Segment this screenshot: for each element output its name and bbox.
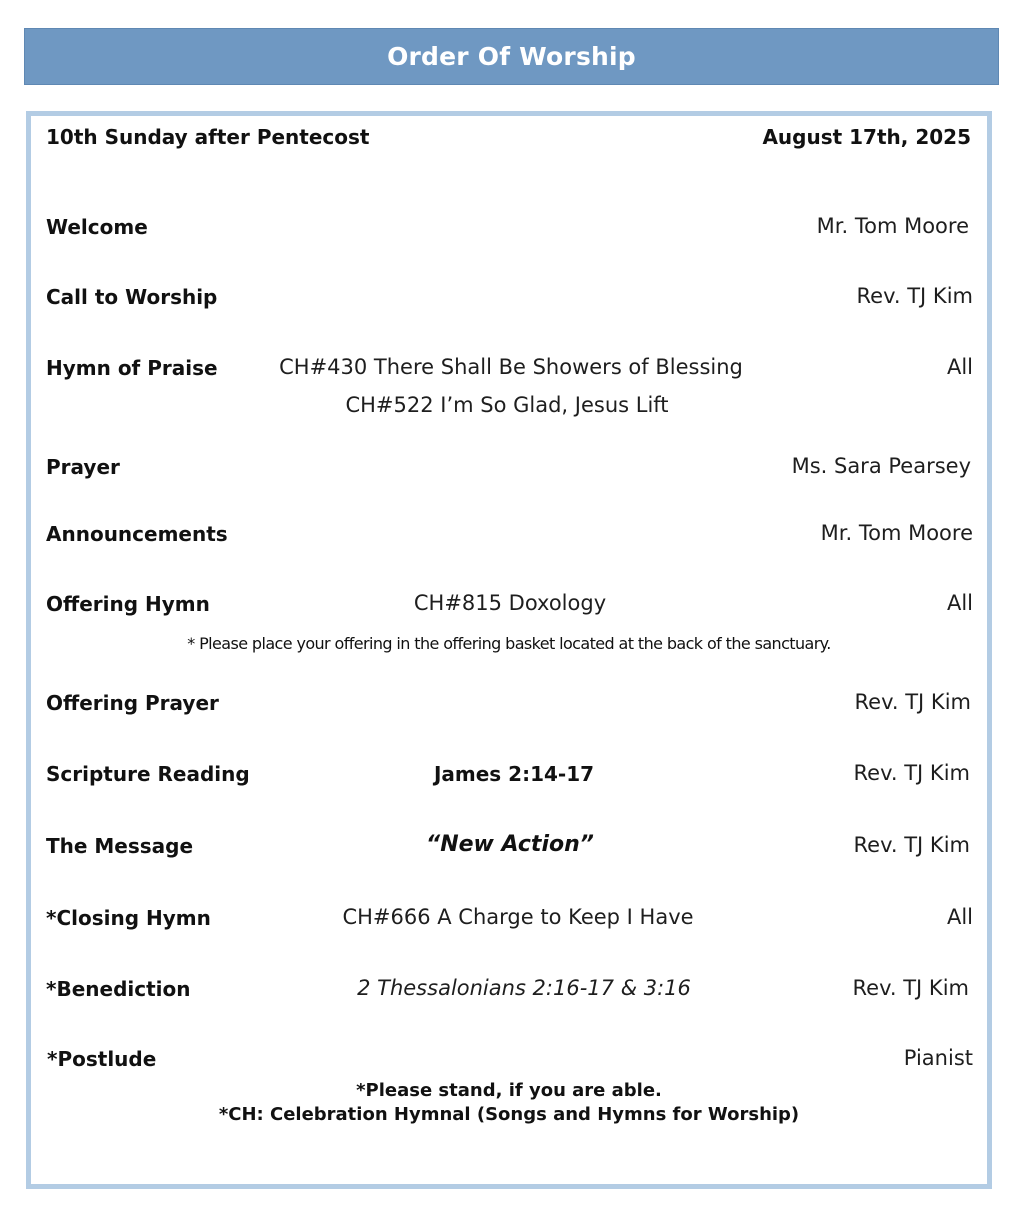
item-leader-scripture-reading: Rev. TJ Kim (853, 761, 970, 785)
item-detail-hymn-of-praise: CH#430 There Shall Be Showers of Blessing (279, 355, 743, 379)
item-label-call-to-worship: Call to Worship (46, 285, 218, 309)
item-leader-offering-hymn: All (946, 591, 973, 615)
item-leader-hymn-of-praise: All (946, 355, 973, 379)
item-detail-benediction: 2 Thessalonians 2:16-17 & 3:16 (357, 976, 691, 1000)
service-occasion: 10th Sunday after Pentecost (46, 125, 370, 149)
item-label-announcements: Announcements (46, 522, 228, 546)
item-label-offering-prayer: Offering Prayer (46, 691, 219, 715)
item-label-the-message: The Message (46, 834, 194, 858)
item-label-postlude: *Postlude (47, 1047, 157, 1071)
item-label-closing-hymn: *Closing Hymn (46, 906, 211, 930)
item-detail-the-message: “New Action” (426, 832, 594, 857)
item-detail-scripture-reading: James 2:14-17 (433, 762, 595, 786)
item-label-prayer: Prayer (46, 455, 120, 479)
item-detail-offering-hymn: CH#815 Doxology (413, 591, 607, 615)
item-leader-prayer: Ms. Sara Pearsey (791, 454, 971, 478)
item-label-welcome: Welcome (46, 215, 148, 239)
footnote-hymnal: *CH: Celebration Hymnal (Songs and Hymns for Worship) (218, 1104, 800, 1125)
item-leader-closing-hymn: All (946, 905, 973, 929)
item-detail-closing-hymn: CH#666 A Charge to Keep I Have (342, 905, 694, 929)
page-title: Order Of Worship (387, 42, 636, 71)
item-label-benediction: *Benediction (46, 977, 191, 1001)
header-banner (24, 28, 999, 85)
item-leader-benediction: Rev. TJ Kim (852, 976, 969, 1000)
offering-note: * Please place your offering in the offering basket located at the back of the sanctuary. (187, 634, 831, 653)
item-label-hymn-of-praise: Hymn of Praise (46, 356, 218, 380)
item-leader-postlude: Pianist (903, 1046, 973, 1070)
footnote-stand: *Please stand, if you are able. (356, 1080, 662, 1101)
item-detail-hymn-of-praise-2: CH#522 I’m So Glad, Jesus Lift (345, 393, 669, 417)
service-date: August 17th, 2025 (762, 125, 971, 149)
item-leader-offering-prayer: Rev. TJ Kim (854, 690, 971, 714)
item-label-offering-hymn: Offering Hymn (46, 592, 210, 616)
item-leader-call-to-worship: Rev. TJ Kim (856, 284, 973, 308)
item-leader-announcements: Mr. Tom Moore (820, 521, 973, 545)
item-leader-welcome: Mr. Tom Moore (816, 214, 969, 238)
item-label-scripture-reading: Scripture Reading (46, 762, 250, 786)
item-leader-the-message: Rev. TJ Kim (853, 833, 970, 857)
